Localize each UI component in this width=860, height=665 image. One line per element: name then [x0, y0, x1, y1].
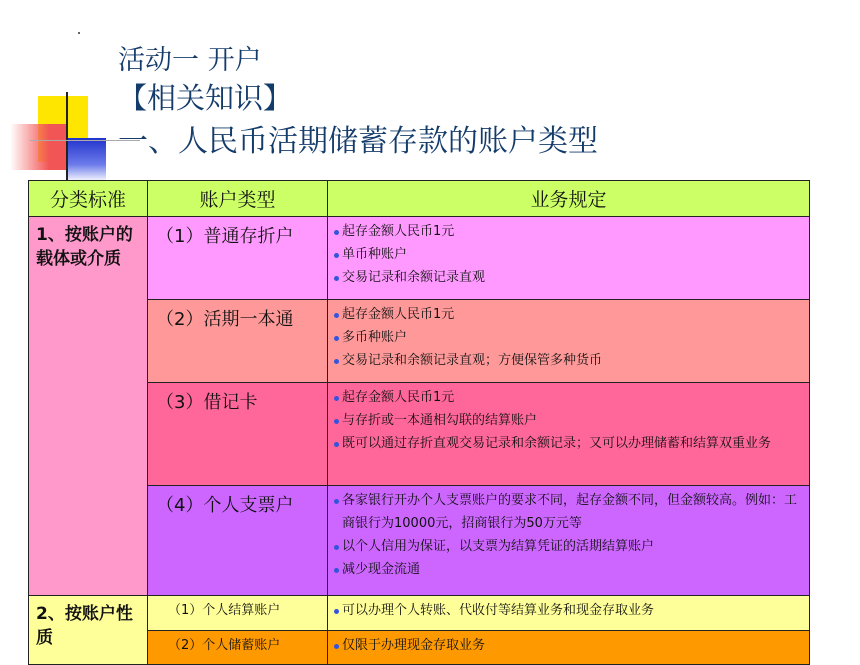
table-row [29, 217, 810, 300]
rule-item: 以个人信用为保证，以支票为结算凭证的活期结算账户 [334, 535, 803, 558]
rule-item: 交易记录和余额记录直观 [334, 266, 803, 289]
account-type-cell: （3）借记卡 [148, 383, 328, 486]
rules-cell [328, 631, 810, 665]
account-type-cell: （1）个人结算账户 [148, 596, 328, 631]
rules-cell [328, 217, 810, 300]
account-type-cell: （2）活期一本通 [148, 300, 328, 383]
rule-item: 起存金额人民币1元 [334, 303, 803, 326]
rule-item: 仅限于办理现金存取业务 [334, 634, 803, 657]
decorative-vertical-line [66, 92, 68, 192]
activity-title: 活动一 开户 [118, 45, 262, 76]
rules-cell [328, 596, 810, 631]
rule-item: 起存金额人民币1元 [334, 220, 803, 243]
account-types-table [28, 180, 810, 665]
header-account-type: 账户类型 [148, 181, 328, 217]
rules-cell [328, 486, 810, 596]
rule-item: 既可以通过存折直观交易记录和余额记录；又可以办理储蓄和结算双重业务 [334, 432, 803, 455]
rule-item: 起存金额人民币1元 [334, 386, 803, 409]
decorative-dot [78, 32, 80, 34]
rule-item: 减少现金流通 [334, 558, 803, 581]
table-row [29, 596, 810, 631]
rule-item: 交易记录和余额记录直观；方便保管多种货币 [334, 349, 803, 372]
rules-cell [328, 300, 810, 383]
rule-item: 与存折或一本通相勾联的结算账户 [334, 409, 803, 432]
account-type-cell: （2）个人储蓄账户 [148, 631, 328, 665]
table-header-row [29, 181, 810, 217]
decorative-blue-square [66, 138, 106, 182]
rule-item: 可以办理个人转账、代收付等结算业务和现金存取业务 [334, 599, 803, 622]
rule-item: 单币种账户 [334, 243, 803, 266]
rules-cell [328, 383, 810, 486]
category-cell: 2、按账户性质 [29, 596, 148, 665]
section-title: 【相关知识】 [118, 81, 293, 115]
account-type-cell: （4）个人支票户 [148, 486, 328, 596]
header-business-rules: 业务规定 [328, 181, 810, 217]
page-title: 一、人民币活期储蓄存款的账户类型 [118, 124, 598, 159]
rule-item: 各家银行开办个人支票账户的要求不同，起存金额不同，但金额较高。例如：工商银行为10000元，招商银行为50万元等 [334, 489, 803, 535]
decorative-red-square [10, 124, 66, 170]
rule-item: 多币种账户 [334, 326, 803, 349]
header-category: 分类标准 [29, 181, 148, 217]
account-type-cell: （1）普通存折户 [148, 217, 328, 300]
category-cell: 1、按账户的载体或介质 [29, 217, 148, 596]
